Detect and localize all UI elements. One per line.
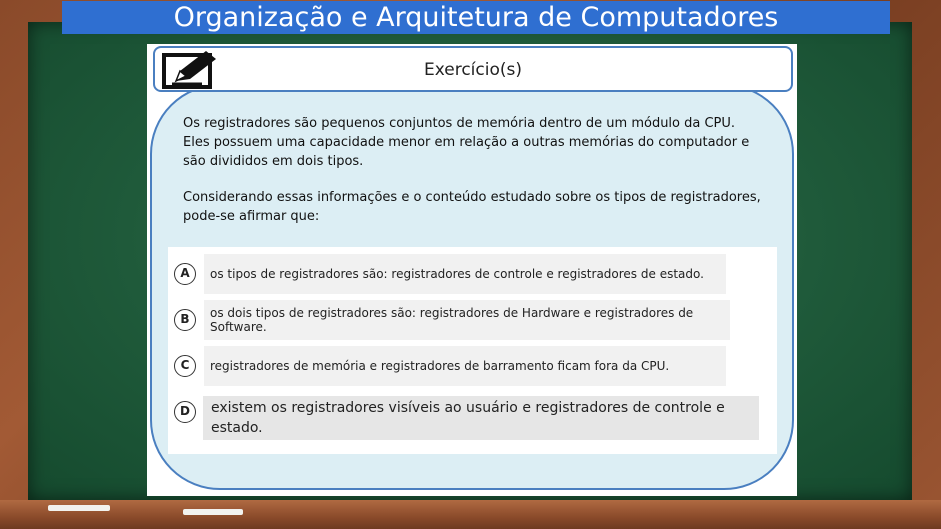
option-text: os dois tipos de registradores são: registradores de Hardware e registradores de Software.: [204, 300, 730, 340]
option-text: os tipos de registradores são: registradores de controle e registradores de estado.: [204, 254, 726, 294]
option-a[interactable]: [174, 254, 726, 294]
option-d[interactable]: [174, 392, 196, 432]
option-letter: A: [174, 263, 196, 285]
chalk-piece: [48, 505, 110, 511]
option-letter: C: [174, 355, 196, 377]
question-prompt: Considerando essas informações e o conteúdo estudado sobre os tipos de registradores, pode-se afirmar que:: [183, 190, 761, 224]
option-text: registradores de memória e registradores de barramento ficam fora da CPU.: [204, 346, 726, 386]
question-text: Os registradores são pequenos conjuntos de memória dentro de um módulo da CPU. Eles possuem uma capacidade menor em relação a outras memórias do computador e são divididos em dois tipos.: [183, 116, 750, 169]
option-letter: D: [174, 401, 196, 423]
option-b[interactable]: [174, 300, 730, 340]
option-d-text[interactable]: existem os registradores visíveis ao usuário e registradores de controle e estado.: [203, 396, 759, 440]
exercise-title: Exercício(s): [423, 60, 522, 80]
chalk-piece: [183, 509, 243, 515]
chalk-ledge: [0, 500, 941, 529]
option-letter: B: [174, 309, 196, 331]
exercise-header: [153, 46, 793, 92]
option-c[interactable]: [174, 346, 726, 386]
course-title: Organização e Arquitetura de Computadores: [62, 1, 890, 34]
